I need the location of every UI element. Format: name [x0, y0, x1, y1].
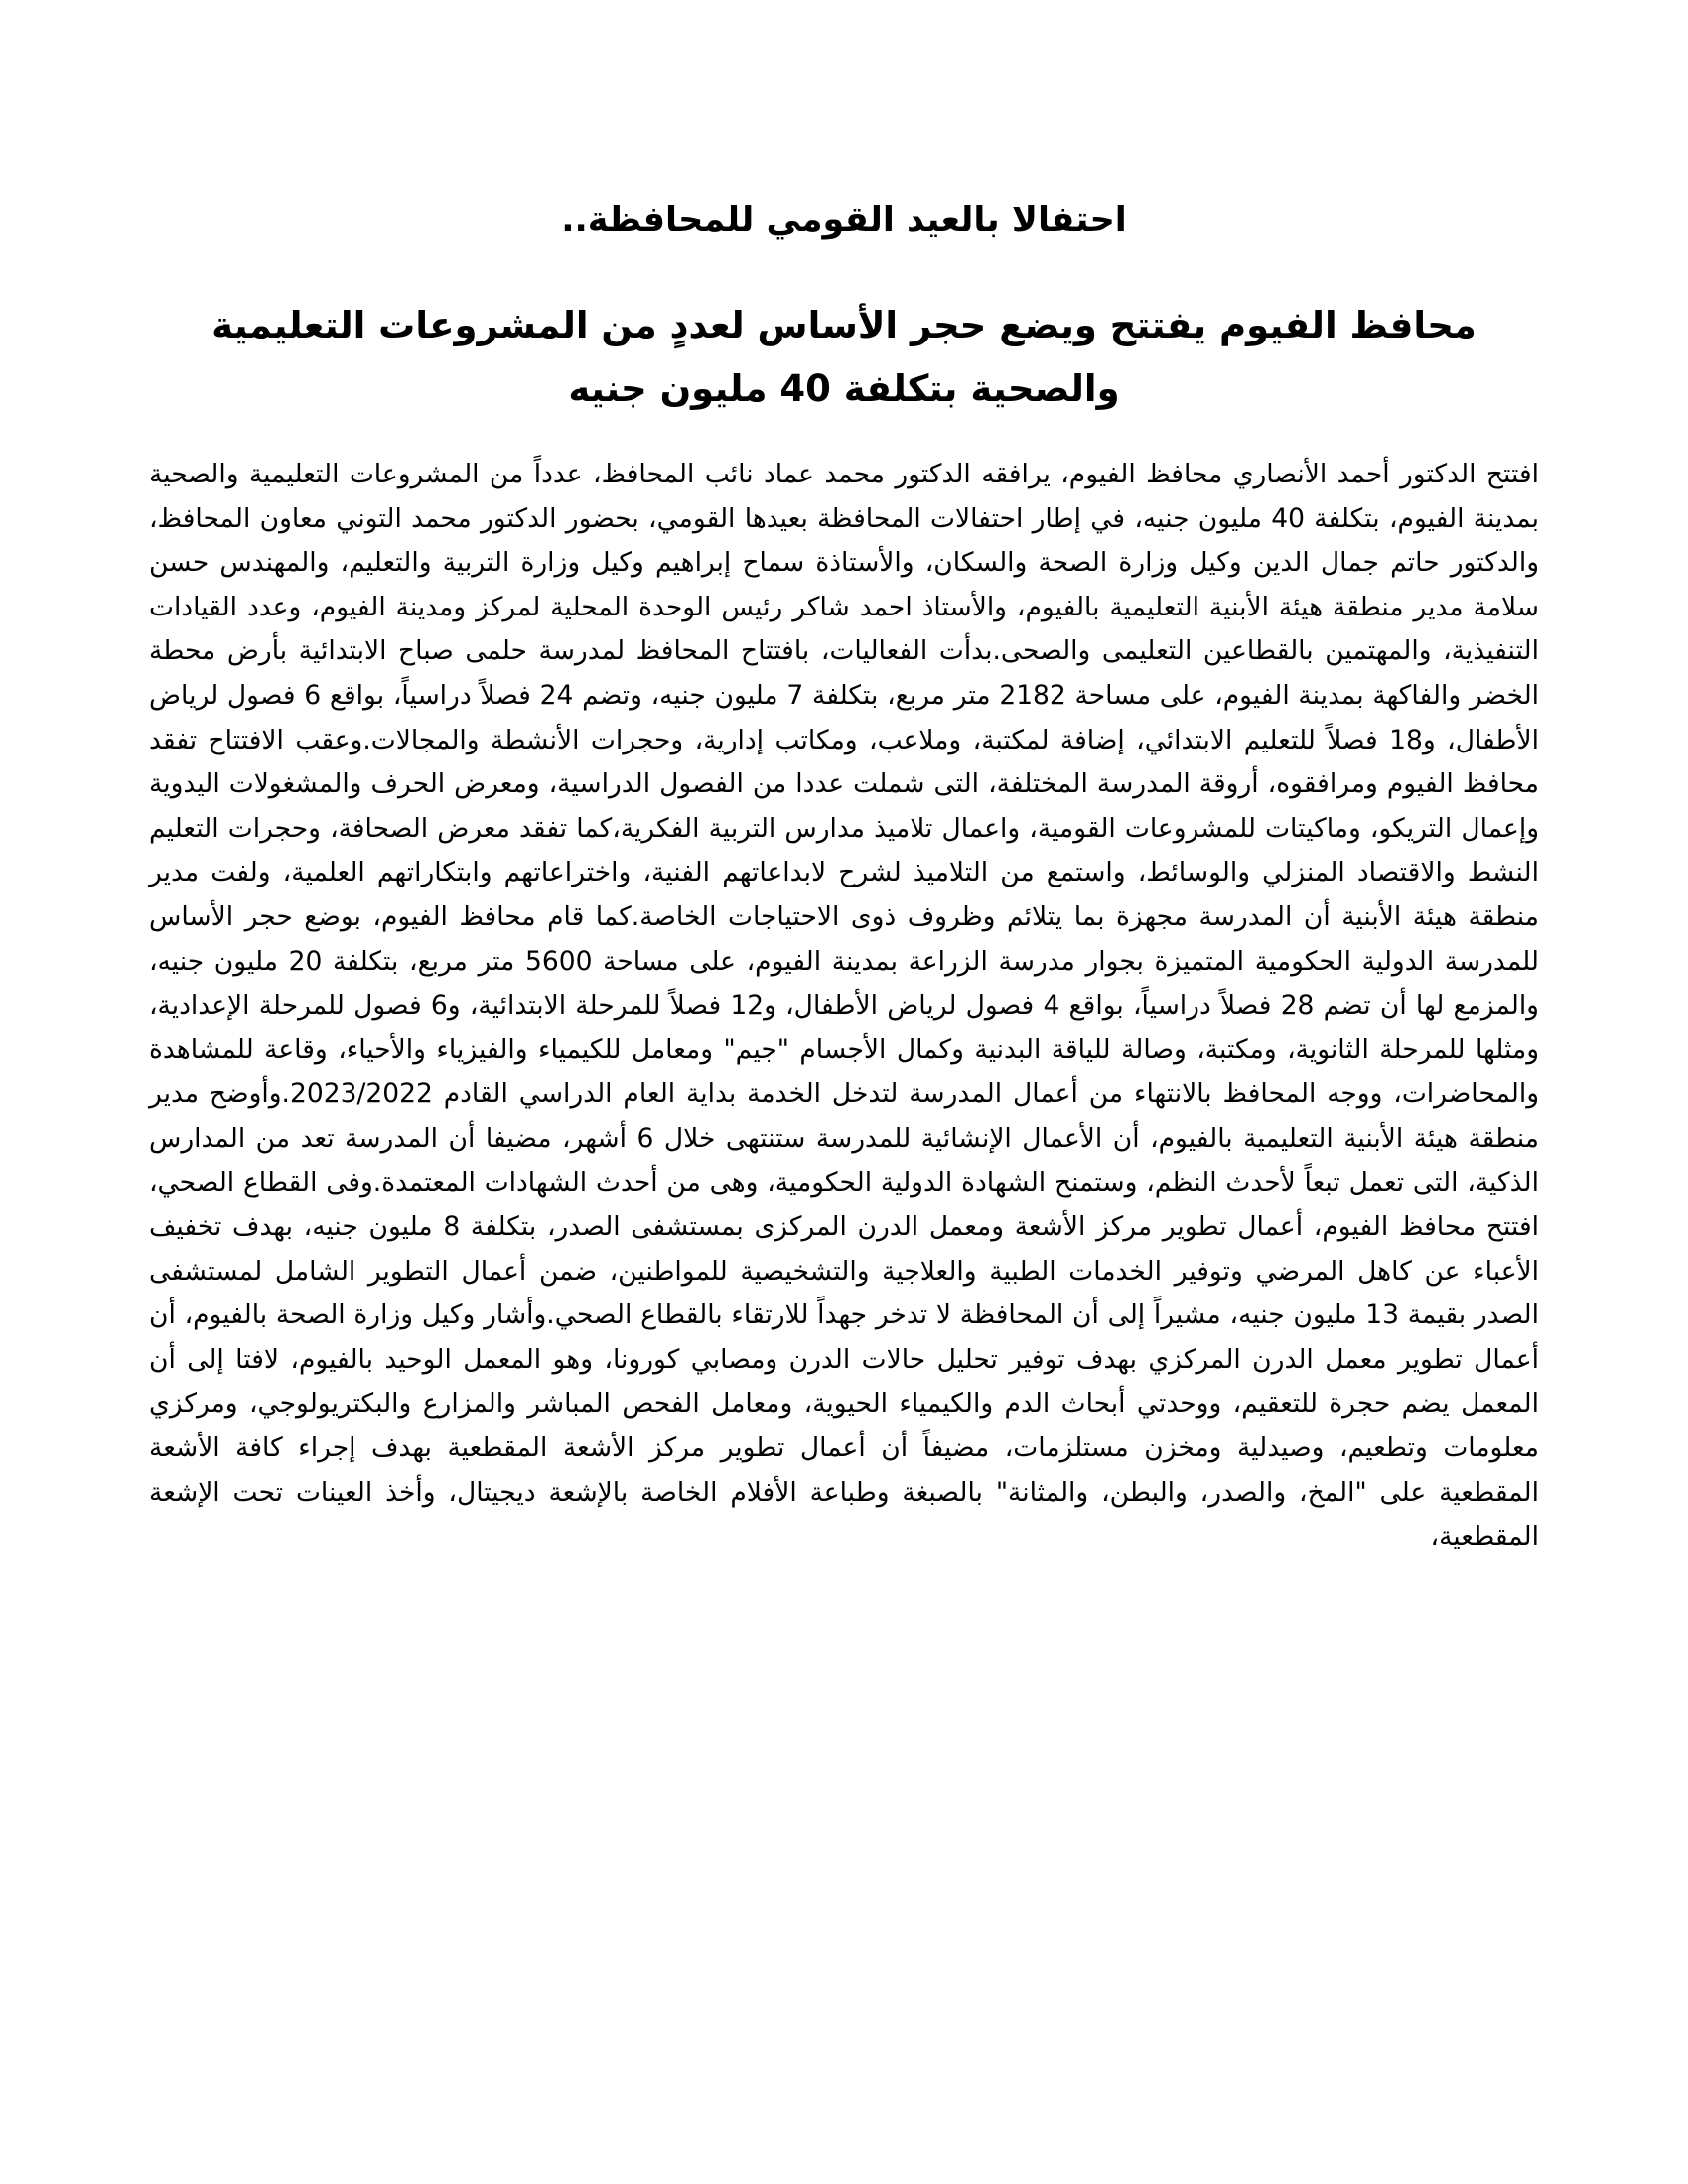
headline: محافظ الفيوم يفتتح ويضع حجر الأساس لعددٍ من المشروعات التعليمية والصحية بتكلفة 40 مليون جنيه — [211, 304, 1477, 410]
body-paragraph: افتتح الدكتور أحمد الأنصاري محافظ الفيوم، يرافقه الدكتور محمد عماد نائب المحافظ، عدداً من المشروعات التعليمية والصحية بمدينة الفيوم، بتكلفة 40 مليون جنيه، في إطار احتفالات المحافظة بعيدها القومي، بحضور الدكتور محمد التوني معاون المحافظ، والدكتور حاتم جمال الدين وكيل وزارة الصحة والسكان، والأستاذة سماح إبراهيم وكيل وزارة التربية والتعليم، والمهندس حسن سلامة مدير منطقة هيئة الأبنية التعليمية بالفيوم، والأستاذ احمد شاكر رئيس الوحدة المحلية لمركز ومدينة الفيوم، وعدد القيادات التنفيذية، والمهتمين بالقطاعين التعليمى والصحى.بدأت الفعاليات، بافتتاح المحافظ لمدرسة حلمى صباح الابتدائية بأرض محطة الخضر والفاكهة بمدينة الفيوم، على مساحة 2182 متر مربع، بتكلفة 7 مليون جنيه، وتضم 24 فصلاً دراسياً، بواقع 6 فصول لرياض الأطفال، و18 فصلاً للتعليم الابتدائي، إضافة لمكتبة، وملاعب، ومكاتب إدارية، وحجرات الأنشطة والمجالات.وعقب الافتتاح تفقد محافظ الفيوم ومرافقوه، أروقة المدرسة المختلفة، التى شملت عددا من الفصول الدراسية، ومعرض الحرف والمشغولات اليدوية وإعمال التريكو، وماكيتات للمشروعات القومية، واعمال تلاميذ مدارس التربية الفكرية،كما تفقد معرض الصحافة، وحجرات التعليم النشط والاقتصاد المنزلي والوسائط، واستمع من التلاميذ لشرح لابداعاتهم الفنية، واختراعاتهم وابتكاراتهم العلمية، ولفت مدير منطقة هيئة الأبنية أن المدرسة مجهزة بما يتلائم وظروف ذوى الاحتياجات الخاصة.كما قام محافظ الفيوم، بوضع حجر الأساس للمدرسة الدولية الحكومية المتميزة بجوار مدرسة الزراعة بمدينة الفيوم، على مساحة 5600 متر مربع، بتكلفة 20 مليون جنيه، والمزمع لها أن تضم 28 فصلاً دراسياً، بواقع 4 فصول لرياض الأطفال، و12 فصلاً للمرحلة الابتدائية، و6 فصول للمرحلة الإعدادية، ومثلها للمرحلة الثانوية، ومكتبة، وصالة للياقة البدنية وكمال الأجسام "جيم" ومعامل للكيمياء والفيزياء والأحياء، وقاعة للمشاهدة والمحاضرات، ووجه المحافظ بالانتهاء من أعمال المدرسة لتدخل الخدمة بداية العام الدراسي القادم 2023/2022.وأوضح مدير منطقة هيئة الأبنية التعليمية بالفيوم، أن الأعمال الإنشائية للمدرسة ستنتهى خلال 6 أشهر، مضيفا أن المدرسة تعد من المدارس الذكية، التى تعمل تبعاً لأحدث النظم، وستمنح الشهادة الدولية الحكومية، وهى من أحدث الشهادات المعتمدة.وفى القطاع الصحي، افتتح محافظ الفيوم، أعمال تطوير مركز الأشعة ومعمل الدرن المركزى بمستشفى الصدر، بتكلفة 8 مليون جنيه، بهدف تخفيف الأعباء عن كاهل المرضي وتوفير الخدمات الطبية والعلاجية والتشخيصية للمواطنين، ضمن أعمال التطوير الشامل لمستشفى الصدر بقيمة 13 مليون جنيه، مشيراً إلى أن المحافظة لا تدخر جهداً للارتقاء بالقطاع الصحي.وأشار وكيل وزارة الصحة بالفيوم، أن أعمال تطوير معمل الدرن المركزي بهدف توفير تحليل حالات الدرن ومصابي كورونا، وهو المعمل الوحيد بالفيوم، لافتا إلى أن المعمل يضم حجرة للتعقيم، ووحدتي أبحاث الدم والكيمياء الحيوية، ومعامل الفحص المباشر والمزارع والبكتريولوجي، ومركزي معلومات وتطعيم، وصيدلية ومخزن مستلزمات، مضيفاً أن أعمال تطوير مركز الأشعة المقطعية بهدف إجراء كافة الأشعة المقطعية على "المخ، والصدر، والبطن، والمثانة" بالصبغة وطباعة الأفلام الخاصة بالإشعة ديجيتال، وأخذ العينات تحت الإشعة المقطعية، — [149, 459, 1540, 1553]
kicker-heading: احتفالا بالعيد القومي للمحافظة.. — [561, 201, 1127, 240]
